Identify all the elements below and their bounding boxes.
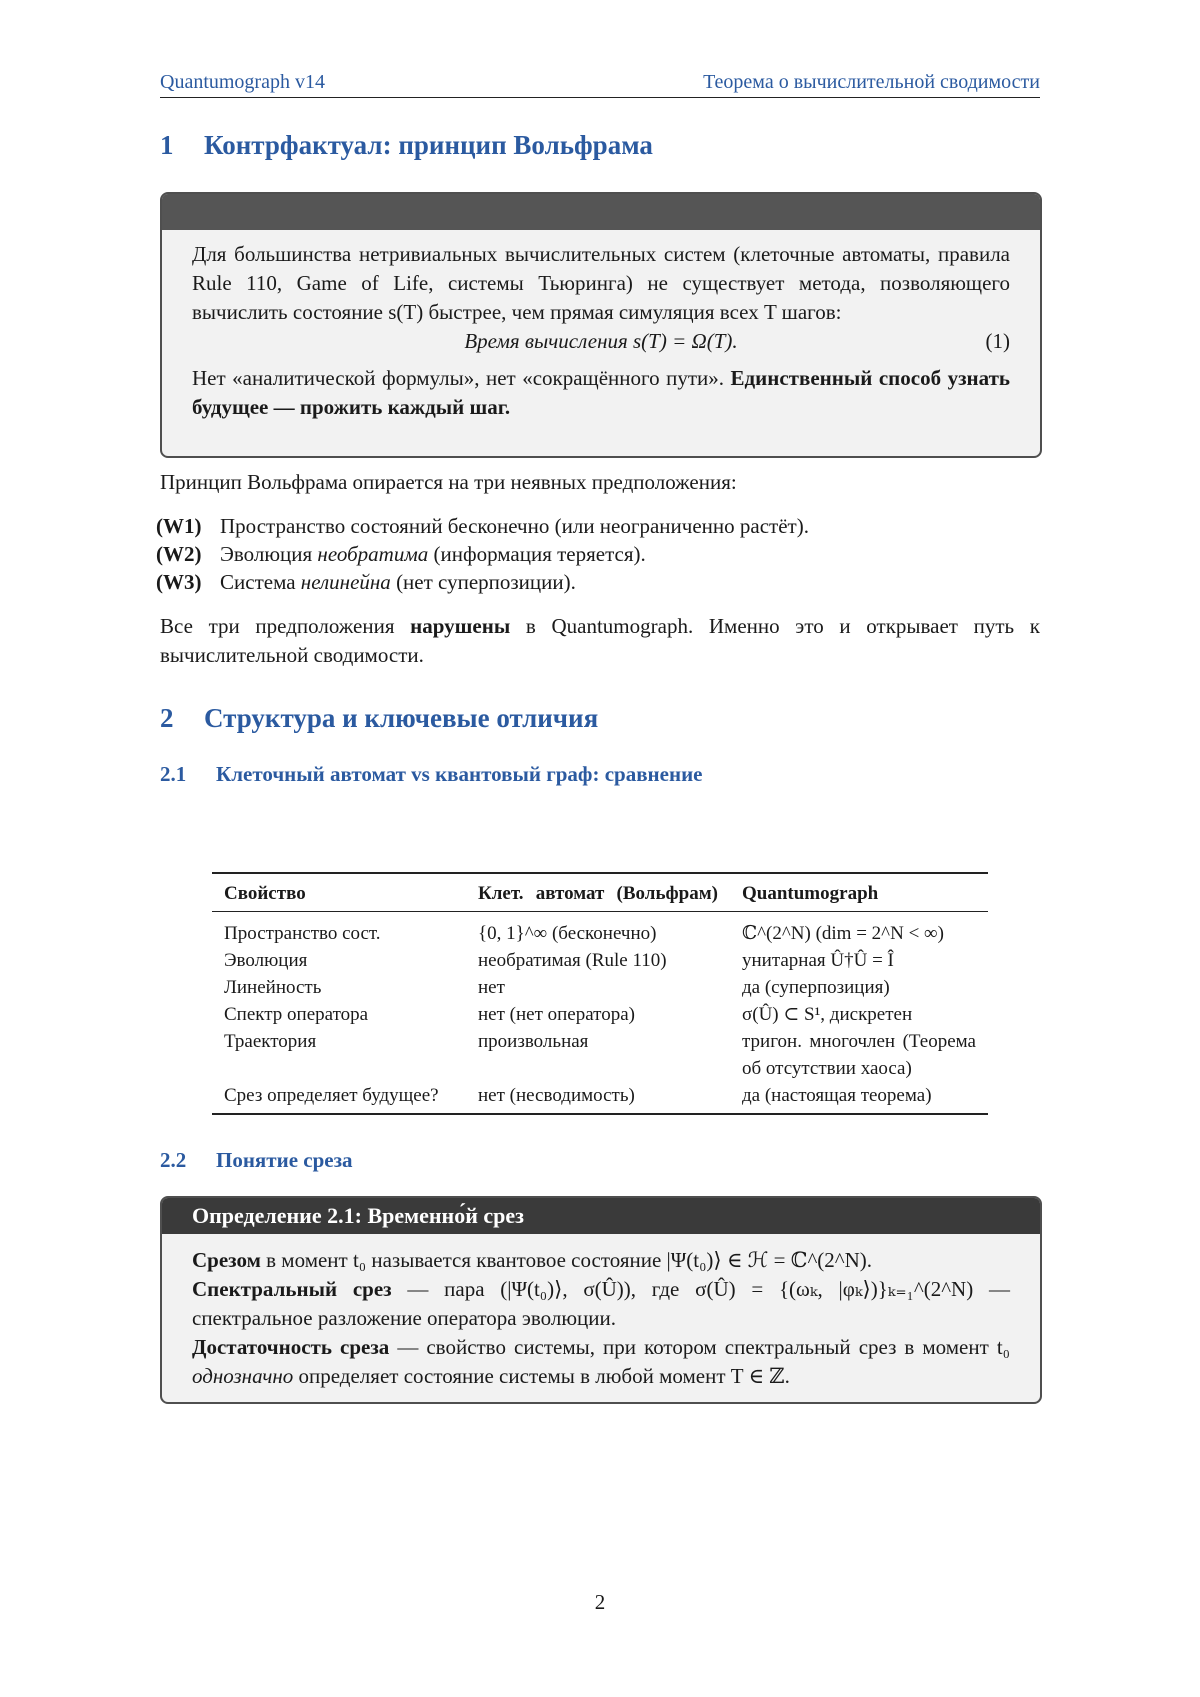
definition-title: Определение 2.1: Временно́й срез xyxy=(162,1198,1040,1234)
table-cell: ℂ^(2^N) (dim = 2^N < ∞) xyxy=(742,923,944,944)
definition-text: определяет состояние системы в любой момент T ∈ ℤ. xyxy=(293,1364,790,1388)
table-header: Свойство xyxy=(224,883,306,904)
running-header xyxy=(160,66,1040,98)
closing-pre: Все три предположения xyxy=(160,614,411,638)
table-row xyxy=(212,1028,988,1082)
principle-box-header xyxy=(162,194,1040,230)
table-cell: нет (нет оператора) xyxy=(478,1004,635,1025)
principle-text: Для большинства нетривиальных вычислительных систем (клеточные автоматы, правила Rule 110, Game of Life, системы Тьюринга) не существует метода, позволяющего вычислить состояние s(T) быстрее, чем прямая симуляция всех T шагов: xyxy=(192,242,1010,324)
definition-line-3 xyxy=(192,1333,1010,1391)
principle-box xyxy=(160,192,1042,458)
table-cell: {0, 1}^∞ (бесконечно) xyxy=(478,923,657,944)
table-cell: тригон. многочлен (Теорема об отсутствии хаоса) xyxy=(742,1031,976,1079)
table-cell: σ(Û) ⊂ S¹, дискретен xyxy=(742,1004,913,1025)
principle-paragraph xyxy=(192,240,1010,327)
page-number: 2 xyxy=(594,1590,606,1614)
assumption-w1 xyxy=(156,512,809,541)
table-header: Quantumograph xyxy=(742,883,879,904)
table-cell: нет (несводимость) xyxy=(478,1085,635,1106)
assumption-text: Пространство состояний бесконечно (или неограниченно растёт). xyxy=(220,514,809,538)
table-cell: Срез определяет будущее? xyxy=(224,1085,439,1106)
term-sufficiency: Достаточность среза xyxy=(192,1335,390,1359)
subsection-number: 2.2 xyxy=(160,1148,187,1172)
definition-line-2 xyxy=(192,1275,1010,1333)
table-cell: Пространство сост. xyxy=(224,923,381,944)
table-header-row xyxy=(212,873,988,912)
section-number: 1 xyxy=(160,130,174,160)
table-cell: нет xyxy=(478,977,505,998)
section-number: 2 xyxy=(160,703,174,733)
subsection-2-2-heading xyxy=(160,1148,353,1173)
assumption-label: (W1) xyxy=(156,514,202,538)
section-title: Контрфактуал: принцип Вольфрама xyxy=(204,130,653,160)
conclusion-text: Нет «аналитической формулы», нет «сокращённого пути». xyxy=(192,366,725,390)
assumption-text-post: (нет суперпозиции). xyxy=(390,570,576,594)
equation-text: Время вычисления s(T) = Ω(T). xyxy=(464,329,738,353)
assumption-label: (W2) xyxy=(156,542,202,566)
table-row xyxy=(212,1001,988,1028)
table-cell: необратимая (Rule 110) xyxy=(478,950,667,971)
definition-body xyxy=(162,1234,1040,1403)
assumption-w3 xyxy=(156,568,576,597)
comparison-table xyxy=(212,872,988,1115)
assumption-label: (W3) xyxy=(156,570,202,594)
closing-bold: нарушены xyxy=(410,614,511,638)
assumption-emphasis: необратима xyxy=(317,542,429,566)
section-2-heading xyxy=(160,703,598,734)
definition-emphasis: однозначно xyxy=(192,1364,294,1388)
assumption-text-pre: Система xyxy=(220,570,301,594)
table-cell: Линейность xyxy=(224,977,322,998)
definition-text: в момент t₀ называется квантовое состояние |Ψ(t₀)⟩ ∈ ℋ = ℂ^(2^N). xyxy=(260,1248,873,1272)
assumption-text-pre: Эволюция xyxy=(220,542,318,566)
table-cell: унитарная Û†Û = Î xyxy=(742,950,894,971)
table-cell: Эволюция xyxy=(224,950,308,971)
subsection-2-1-heading xyxy=(160,762,703,787)
term-spectral-slice: Спектральный срез xyxy=(192,1277,392,1301)
closing-paragraph xyxy=(160,612,1040,670)
principle-conclusion xyxy=(192,364,1010,422)
definition-text: — свойство системы, при котором спектральный срез в момент t₀ xyxy=(389,1335,1010,1359)
subsection-title: Понятие среза xyxy=(216,1148,353,1172)
definition-line-1 xyxy=(192,1246,1010,1275)
header-right: Теорема о вычислительной сводимости xyxy=(703,71,1040,93)
equation-number: (1) xyxy=(985,329,1010,353)
table-cell: произвольная xyxy=(478,1031,589,1052)
section-title: Структура и ключевые отличия xyxy=(204,703,599,733)
assumption-w2 xyxy=(156,540,646,569)
subsection-number: 2.1 xyxy=(160,762,187,786)
table-row xyxy=(212,974,988,1001)
term-slice: Срезом xyxy=(192,1248,261,1272)
conclusion-bold: Единственный способ узнать будущее — прожить каждый шаг. xyxy=(192,366,1011,419)
table-row xyxy=(212,912,988,948)
assumptions-intro: Принцип Вольфрама опирается на три неявных предположения: xyxy=(160,470,737,494)
table-row xyxy=(212,1082,988,1114)
header-left: Quantumograph v14 xyxy=(160,71,325,93)
table-cell: Спектр оператора xyxy=(224,1004,369,1025)
table-cell: Траектория xyxy=(224,1031,317,1052)
table-row xyxy=(212,947,988,974)
section-1-heading xyxy=(160,130,653,161)
table-header: Клет. автомат (Вольфрам) xyxy=(478,883,718,904)
table-cell: да (настоящая теорема) xyxy=(742,1085,932,1106)
definition-text: — пара (|Ψ(t₀)⟩, σ(Û)), где σ(Û) = {(ωₖ, |φₖ⟩)}ₖ₌₁^(2^N) — спектральное разложение оператора эволюции. xyxy=(192,1277,1010,1330)
subsection-title: Клеточный автомат vs квантовый граф: сравнение xyxy=(216,762,703,786)
table-cell: да (суперпозиция) xyxy=(742,977,890,998)
equation-1 xyxy=(192,327,1010,356)
closing-post: в Quantumograph. Именно это и открывает путь к вычислительной сводимости. xyxy=(160,614,1041,667)
assumption-text-post: (информация теряется). xyxy=(428,542,646,566)
definition-box xyxy=(160,1196,1042,1404)
principle-box-body xyxy=(162,230,1040,434)
assumption-emphasis: нелинейна xyxy=(300,570,391,594)
